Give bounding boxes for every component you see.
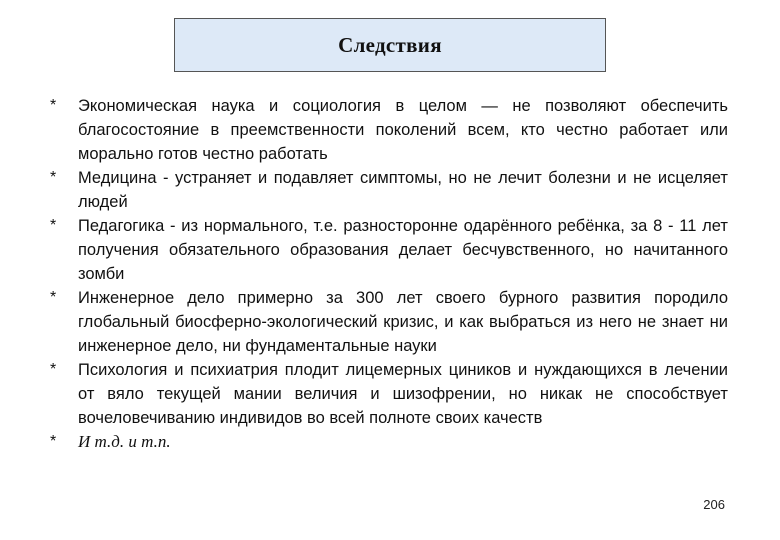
list-item [48, 286, 728, 358]
list-item-text: Медицина - устраняет и подавляет симптомы, но не лечит болезни и не исцеляет людей [78, 169, 728, 211]
consequences-list [48, 94, 728, 454]
list-item [48, 214, 728, 286]
bullet-marker: * [50, 289, 57, 306]
slide-title [174, 18, 606, 72]
slide-title-text: Следствия [338, 32, 442, 57]
list-item-text: Экономическая наука и социология в целом — не позволяют обеспечить благосостояние в преемственности поколений всем, кто честно работает или морально готов честно работать [78, 97, 728, 163]
list-item [48, 166, 728, 214]
bullet-marker: * [50, 217, 57, 234]
bullet-marker: * [50, 97, 57, 114]
list-item [48, 358, 728, 430]
list-item-text: Инженерное дело примерно за 300 лет своего бурного развития породило глобальный биосферно-экологический кризис, и как выбраться из него не знает ни инженерное дело, ни фундаментальные науки [78, 289, 728, 355]
list-item-text: Педагогика - из нормального, т.е. разносторонне одарённого ребёнка, за 8 - 11 лет получения обязательного образования делает бесчувственного, но начитанного зомби [78, 217, 728, 283]
list-item [48, 430, 728, 454]
list-item [48, 94, 728, 166]
page-number: 206 [703, 497, 725, 512]
bullet-marker: * [50, 433, 57, 450]
bullet-marker: * [50, 169, 57, 186]
list-item-text: Психология и психиатрия плодит лицемерных циников и нуждающихся в лечении от вяло текущей мании величия и шизофрении, но никак не способствует вочеловечиванию индивидов во всей полноте своих качеств [78, 361, 728, 427]
list-item-text: И т.д. и т.п. [78, 432, 171, 451]
bullet-marker: * [50, 361, 57, 378]
